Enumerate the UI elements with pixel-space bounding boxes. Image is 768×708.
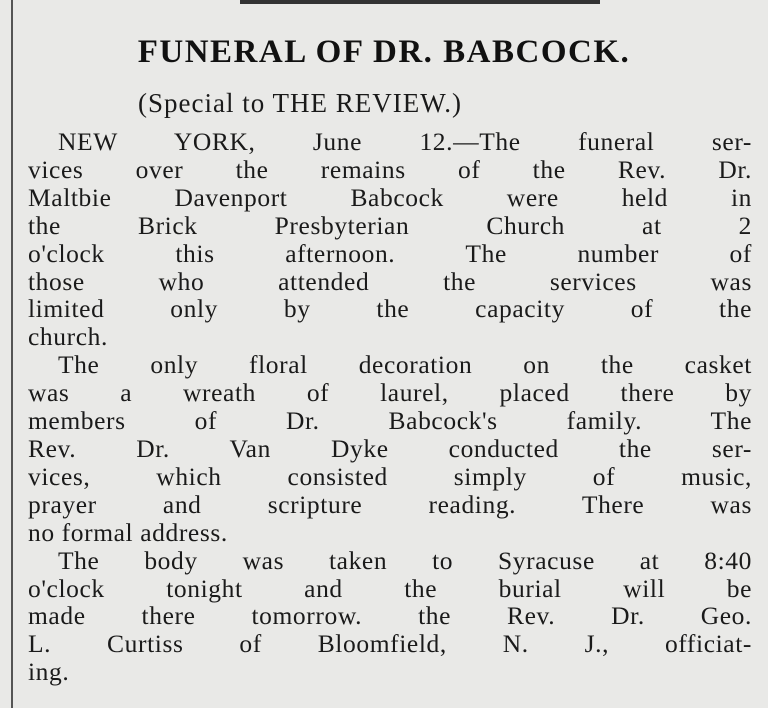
article-line: vices over the remains of the Rev. Dr.	[28, 154, 752, 184]
article-line: those who attended the services was	[28, 266, 752, 296]
article-line: L. Curtiss of Bloomfield, N. J., officiat-	[28, 629, 752, 659]
subheading: (Special to THE REVIEW.)	[138, 88, 462, 118]
article-line: The body was taken to Syracuse at 8:40	[58, 545, 752, 575]
headline: FUNERAL OF DR. BABCOCK.	[137, 34, 631, 70]
article-line: vices, which consisted simply of music,	[28, 461, 752, 491]
column-rule	[11, 0, 13, 708]
article-line: made there tomorrow. the Rev. Dr. Geo.	[28, 601, 752, 631]
article-line: ing.	[28, 657, 70, 687]
article-body	[28, 128, 752, 686]
article-line: no formal address.	[28, 517, 228, 547]
article-line: Maltbie Davenport Babcock were held in	[28, 182, 752, 212]
article-line: church.	[28, 322, 108, 352]
article-line: the Brick Presbyterian Church at 2	[28, 210, 752, 240]
article-line: was a wreath of laurel, placed there by	[28, 378, 752, 408]
top-rule	[240, 0, 600, 4]
article-line: Rev. Dr. Van Dyke conducted the ser-	[28, 433, 752, 463]
article-line: o'clock this afternoon. The number of	[28, 238, 752, 268]
article-line: members of Dr. Babcock's family. The	[28, 406, 752, 436]
article-line: o'clock tonight and the burial will be	[28, 573, 752, 603]
article-line: NEW YORK, June 12.—The funeral ser-	[58, 127, 752, 156]
article-line: limited only by the capacity of the	[28, 294, 752, 324]
article-line: The only floral decoration on the casket	[58, 350, 752, 380]
article-line: prayer and scripture reading. There was	[28, 489, 752, 519]
